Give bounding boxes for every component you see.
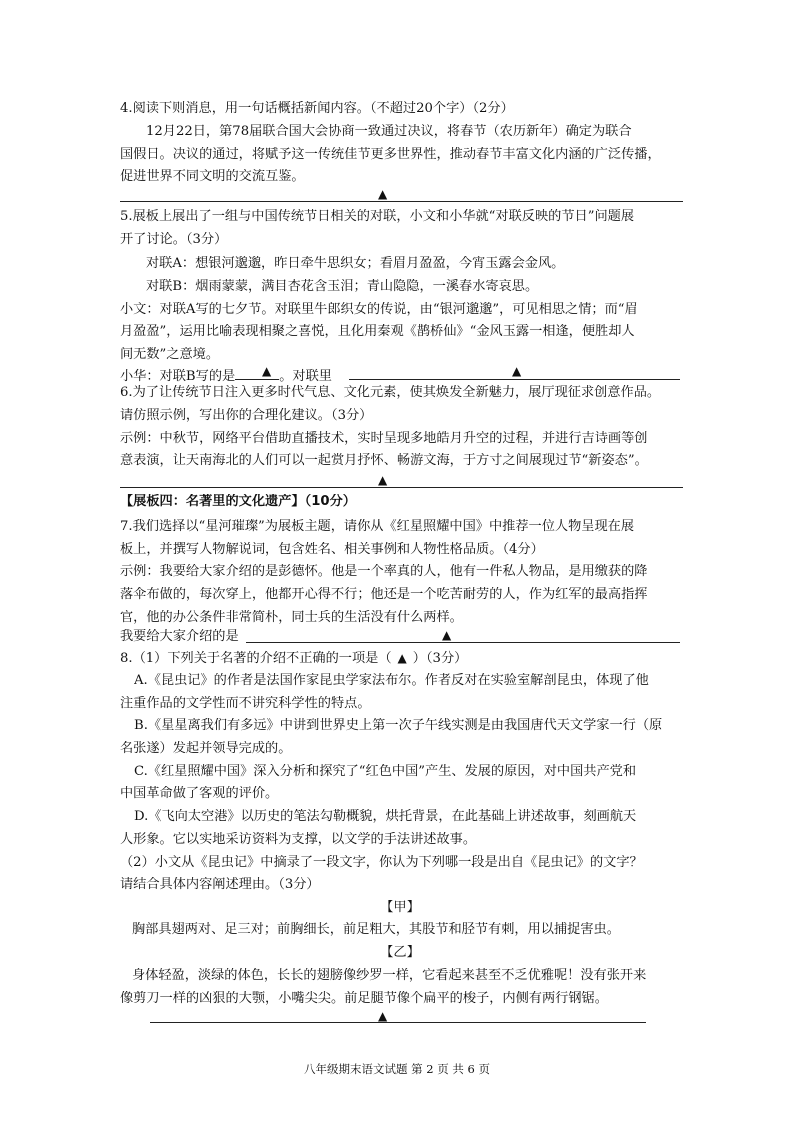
- q7-example-line-1: 示例：我要给大家介绍的是彭德怀。他是一个率真的人，他有一件私人物品，是用缴获的降: [120, 564, 648, 579]
- q8-part2-stem-line-1: （2）小文从《昆虫记》中摘录了一段文字，你认为下列哪一段是出自《昆虫记》的文字？: [120, 855, 643, 870]
- q6-stem-line-1: 6.为了让传统节日注入更多时代气息、文化元素，使其焕发全新魅力，展厅现征求创意作品。: [120, 385, 661, 400]
- xiaohua-line: [120, 366, 680, 385]
- passage-jia-title: 【甲】: [380, 900, 420, 915]
- section-four-title: 【展板四：名著里的文化遗产】（10分）: [120, 494, 356, 509]
- passage-jia-text: 胸部具翅两对、足三对；前胸细长，前足粗大，其股节和胫节有刺，用以捕捉害虫。: [132, 922, 620, 937]
- xiaohua-mid: 。对联里: [279, 369, 332, 384]
- option-a-line-2: 注重作品的文学性而不讲究科学性的特点。: [120, 696, 371, 711]
- page-footer: 八年级期末语文试题 第 2 页 共 6 页: [303, 1062, 491, 1076]
- xiaowen-line-2: 月盈盈”，运用比喻表现相聚之喜悦，且化用秦观《鹊桥仙》“金风玉露一相逢，便胜却人: [120, 324, 635, 339]
- option-b-line-2: 名张遂）发起并领导完成的。: [120, 741, 292, 756]
- q4-news-line-2: 国假日。决议的通过，将赋予这一传统佳节更多世界性，推动春节丰富文化内涵的广泛传播，: [120, 147, 661, 162]
- answer-marker: ▲: [262, 364, 272, 378]
- q6-stem-line-2: 请仿照示例，写出你的合理化建议。（3分）: [120, 408, 373, 423]
- answer-line-q4[interactable]: [120, 201, 683, 202]
- xiaohua-blank-1[interactable]: [235, 366, 279, 380]
- q6-example-line-2: 意表演，让天南海北的人们可以一起赏月抒怀、畅游文海，于方寸之间展现过节“新姿态”。: [120, 453, 648, 468]
- couplet-b: 对联B：烟雨蒙蒙，满目杏花含玉泪；青山隐隐，一溪春水寄哀思。: [146, 279, 539, 294]
- q4-news-line-1: 12月22日，第78届联合国大会协商一致通过决议，将春节（农历新年）确定为联合: [146, 124, 632, 139]
- q5-stem-line-1: 5.展板上展出了一组与中国传统节日相关的对联，小文和小华就“对联反映的节日”问题展: [120, 209, 634, 224]
- q8-part1-stem-b: ）（3分）: [412, 651, 468, 666]
- answer-line-q7[interactable]: [246, 642, 680, 643]
- answer-marker: ▲: [442, 628, 452, 642]
- q5-stem-line-2: 开了讨论。（3分）: [120, 232, 228, 247]
- option-b-line-1: B.《星星离我们有多远》中讲到世界史上第一次子午线实测是由我国唐代天文学家一行（原: [134, 718, 663, 733]
- option-c-line-1: C.《红星照耀中国》深入分析和探究了“红色中国”产生、发展的原因，对中国共产党和: [134, 764, 637, 779]
- q7-answer-prefix: 我要给大家介绍的是: [120, 629, 239, 644]
- q7-stem-line-2: 板上，并撰写人物解说词，包含姓名、相关事例和人物性格品质。（4分）: [120, 542, 544, 557]
- answer-marker: ▲: [378, 473, 388, 487]
- passage-yi-title: 【乙】: [380, 945, 420, 960]
- passage-yi-line-2: 像剪刀一样的凶狠的大颚，小嘴尖尖。前足腿节像个扁平的梭子，内侧有两行钢锯。: [120, 991, 608, 1006]
- q4-news-line-3: 促进世界不同文明的交流互鉴。: [120, 169, 305, 184]
- answer-marker: ▲: [378, 187, 388, 201]
- couplet-a: 对联A：想银河邈邈，昨日牵牛思织女；看眉月盈盈，今宵玉露会金风。: [146, 256, 565, 271]
- xiaohua-blank-2[interactable]: [349, 379, 680, 380]
- q6-example-line-1: 示例：中秋节，网络平台借助直播技术，实时呈现多地皓月升空的过程，并进行吉诗画等创: [120, 431, 648, 446]
- q8-part2-stem-line-2: 请结合具体内容阐述理由。（3分）: [120, 877, 320, 892]
- option-a-line-1: A.《昆虫记》的作者是法国作家昆虫学家法布尔。作者反对在实验室解剖昆虫，体现了他: [134, 673, 649, 688]
- answer-line-q6[interactable]: [120, 487, 683, 488]
- option-d-line-1: D.《飞向太空港》以历史的笔法勾勒概貌，烘托背景，在此基础上讲述故事，刻画航天: [134, 809, 637, 824]
- passage-yi-line-1: 身体轻盈，淡绿的体色，长长的翅膀像纱罗一样，它看起来甚至不乏优雅呢！没有张开来: [132, 968, 647, 983]
- option-d-line-2: 人形象。它以实地采访资料为支撑，以文学的手法讲述故事。: [120, 832, 477, 847]
- q7-example-line-2: 落伞布做的，每次穿上，他都开心得不行；他还是一个吃苦耐劳的人，作为红军的最高指挥: [120, 587, 648, 602]
- xiaohua-prefix: 小华：对联B写的是: [120, 369, 236, 384]
- xiaowen-line-1: 小文：对联A写的七夕节。对联里牛郎织女的传说，由“银河邈邈”，可见相思之情；而“眉: [120, 302, 638, 317]
- q7-example-line-3: 官，他的办公条件非常简朴，同士兵的生活没有什么两样。: [120, 610, 463, 625]
- answer-marker: ▲: [512, 364, 522, 378]
- answer-line-q8[interactable]: [150, 1022, 646, 1023]
- answer-marker: ▲: [397, 651, 407, 665]
- q8-part1-stem-a: 8.（1）下列关于名著的介绍不正确的一项是（: [120, 651, 392, 666]
- answer-marker: ▲: [378, 1009, 388, 1023]
- xiaowen-line-3: 间无数”之意境。: [120, 347, 220, 362]
- q8-part1-stem: [120, 650, 680, 667]
- q7-stem-line-1: 7.我们选择以“星河璀璨”为展板主题，请你从《红星照耀中国》中推荐一位人物呈现在展: [120, 519, 634, 534]
- q4-stem: 4.阅读下则消息，用一句话概括新闻内容。（不超过20个字）（2分）: [120, 101, 514, 116]
- option-c-line-2: 中国革命做了客观的评价。: [120, 786, 279, 801]
